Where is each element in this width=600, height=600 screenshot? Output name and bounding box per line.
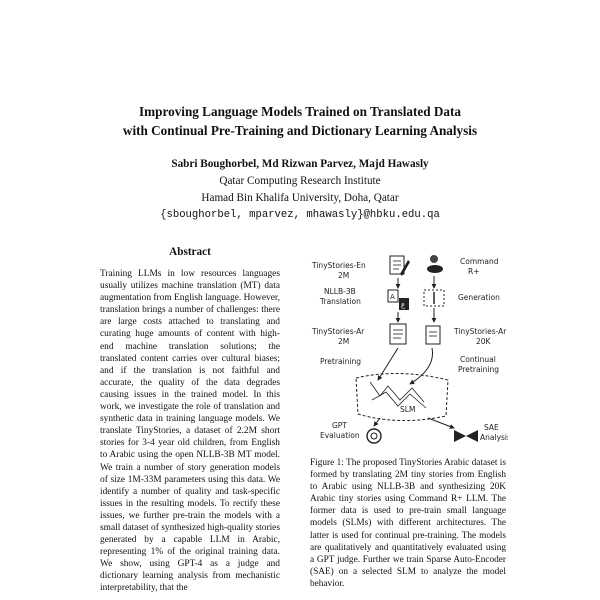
label-ts-ar-2m-size: 2M	[338, 337, 350, 346]
affiliation-1: Qatar Computing Research Institute	[219, 175, 381, 187]
svg-text:A: A	[390, 293, 395, 301]
sae-icon	[454, 430, 478, 442]
document-icon	[390, 256, 410, 276]
dataset-ar-20k-icon	[426, 326, 440, 344]
label-translation: Translation	[320, 297, 361, 306]
svg-text:ع: ع	[401, 301, 406, 309]
label-generation: Generation	[458, 293, 500, 302]
label-command: Command	[460, 257, 499, 266]
author-email: {sboughorbel, mparvez, mhawasly}@hbku.edu.qa	[160, 209, 440, 221]
affiliation-2: Hamad Bin Khalifa University, Doha, Qatar	[201, 192, 399, 204]
label-pretraining: Pretraining	[320, 357, 361, 366]
abstract-text: Training LLMs in low resources languages usually utilizes machine translation (MT) data augmentation from English language. However, translation brings a number of challenges: there are large costs attached to translating and curating huge amounts of content with high-end machine translation solutions; the translated content carries over cultural biases; and if the translation is not faithful and accurate, the quality of the data degrades causing issues in the trained model. In this work, we investigate the role of translation and synthetic data in training language models. We translate TinyStories, a dataset of 2.2M short stories for 3-4 year old children, from English to Arabic using the open NLLB-3B MT model. We train a number of story generation models of size 1M-33M parameters using this data. We identify a number of quality and task-specific issues in the resulting models. To rectify these issues, we further pre-train the models with a small dataset of synthesized high-quality stories generated by a capable LLM in Arabic, representing 1% of the original training data. We show, using GPT-4 as a judge and dictionary learning analysis from mechanistic interpretability, that the	[100, 269, 280, 594]
translate-icon	[388, 290, 409, 310]
label-gpt: GPT	[332, 421, 347, 430]
pipeline-diagram	[308, 250, 508, 455]
label-ts-ar-20k: TinyStories-Ar	[454, 327, 507, 336]
figure-caption: Figure 1: The proposed TinyStories Arabic dataset is formed by translating 2M tiny stories from English to Arabic using NLLB-3B and synthesizing 20K Arabic tiny stories using Command R+ LLM. The former data is used to pre-train small language models (SLMs) with different architectures. The latter is used for continual pre-training. The models are qualitatively and quantitatively evaluated using a GPT judge. Further we train Sparse Auto-Encoder (SAE) on a selected SLM to analyze the model behavior.	[310, 458, 506, 589]
label-tinystories-en-size: 2M	[338, 271, 350, 280]
author-names: Sabri Boughorbel, Md Rizwan Parvez, Majd Hawasly	[171, 158, 429, 170]
dataset-ar-2m-icon	[390, 324, 406, 344]
label-gpt-evaluation: Evaluation	[320, 431, 360, 440]
figure-1	[308, 250, 508, 455]
label-slm: SLM	[400, 405, 416, 414]
label-nllb: NLLB-3B	[324, 287, 356, 296]
title-line-2: with Continual Pre-Training and Dictionary Learning Analysis	[122, 123, 478, 138]
label-continual-pretraining: Pretraining	[458, 365, 499, 374]
label-sae-analysis: Analysis	[480, 433, 508, 442]
command-logo-icon	[427, 255, 443, 273]
paper-title	[40, 102, 560, 140]
label-ts-ar-20k-size: 20K	[476, 337, 491, 346]
label-sae: SAE	[484, 423, 499, 432]
generation-icon	[424, 290, 444, 306]
author-block	[40, 156, 560, 224]
label-command-plus: R+	[468, 267, 480, 276]
label-tinystories-en: TinyStories-En	[312, 261, 366, 270]
abstract-heading: Abstract	[169, 246, 211, 258]
label-ts-ar-2m: TinyStories-Ar	[312, 327, 365, 336]
title-line-1: Improving Language Models Trained on Translated Data	[139, 104, 461, 119]
openai-icon	[367, 429, 381, 443]
label-continual: Continual	[460, 355, 496, 364]
